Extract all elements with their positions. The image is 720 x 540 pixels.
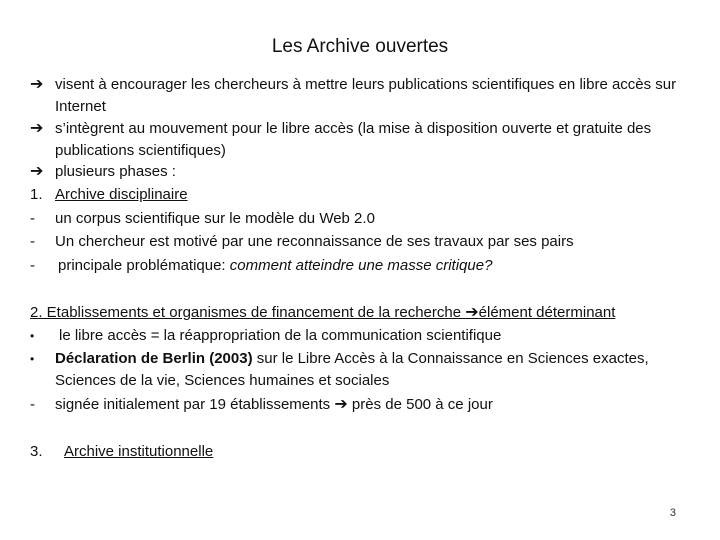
dash-marker: - [30,210,35,227]
arrow-right-icon: ➔ [30,76,44,93]
dash-marker: - [30,233,35,250]
dash-marker: - [30,257,35,274]
bullet-text: s’intègrent au mouvement pour le libre accès (la mise à disposition ouverte et gratuite des publications scientifiques) [55,120,652,159]
dash-text-before: signée initialement par 19 établissements [55,396,335,413]
dot-text-rest: sur le Libre Accès à la Connaissance en Sciences exactes, Sciences de la vie, Sciences humaines et sociales [55,350,649,389]
arrow-bullet-2 [30,118,700,162]
dash-text [55,394,700,416]
dash-text-italic: comment atteindre une masse critique? [229,257,493,274]
arrow-bullet-3 [30,161,700,183]
dash-text [58,255,700,277]
numbered-item-1 [30,184,700,206]
bullet-text: plusieurs phases : [55,163,176,180]
slide-title: Les Archive ouvertes [271,36,449,57]
item-heading-text: 2. Etablissements et organismes de financement de la recherche [30,304,466,321]
item-number: 1. [30,186,43,203]
arrow-right-icon: ➔ [30,120,44,137]
dot-item-1 [30,325,700,347]
numbered-item-2 [30,302,700,324]
arrow-right-icon: ➔ [465,304,479,321]
dash-item-1 [30,208,700,230]
item-heading-tail: élément déterminant [478,304,616,321]
item-heading: Archive disciplinaire [55,186,188,203]
dash-item-2 [30,231,700,253]
dash-item-3 [30,255,700,277]
item-heading: Archive institutionnelle [64,443,214,460]
dot-text: le libre accès = la réappropriation de la communication scientifique [59,327,502,344]
arrow-bullet-1 [30,74,700,118]
dash-item-4 [30,394,700,416]
dash-text-after: près de 500 à ce jour [347,396,493,413]
dash-text: un corpus scientifique sur le modèle du Web 2.0 [55,210,375,227]
dash-text-lead: principale problématique: [58,257,230,274]
dash-text: Un chercheur est motivé par une reconnaissance de ses travaux par ses pairs [55,233,574,250]
bullet-dot-icon: • [30,352,35,366]
dot-text [55,348,700,392]
arrow-right-icon: ➔ [30,163,44,180]
dot-item-2 [30,348,700,392]
numbered-item-3 [30,441,700,463]
arrow-right-icon: ➔ [334,396,348,413]
dot-text-bold: Déclaration de Berlin (2003) [55,350,253,367]
page-number: 3 [669,507,676,519]
item-number: 3. [30,443,43,460]
bullet-text: visent à encourager les chercheurs à mettre leurs publications scientifiques en libre accès sur Internet [55,76,677,115]
dash-marker: - [30,396,35,413]
item-heading [30,302,700,324]
bullet-dot-icon: • [30,329,35,343]
